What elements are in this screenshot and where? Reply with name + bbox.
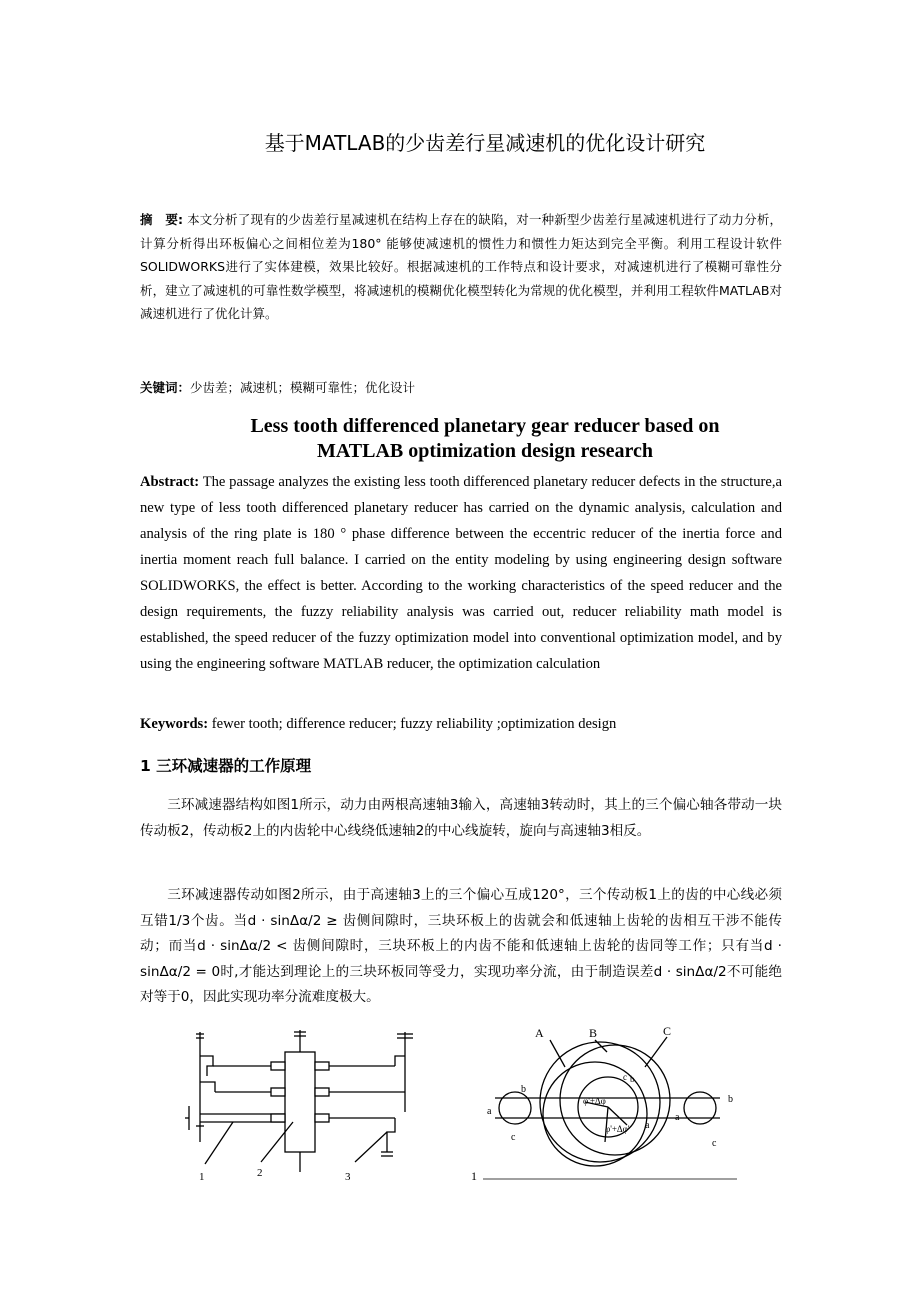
fig2-label-C: C [663,1024,672,1038]
abstract-en-text: The passage analyzes the existing less tooth differenced planetary reducer defects in the structure,a new type of less tooth differenced planetary reducer has carried on the dynamic analysis, calculation and analysis of the ring plate is 180 ° phase difference between the eccentric reducer of the inertia force and inertia moment reach full balance. I carried on the entity modeling by using engineering design software SOLIDWORKS, the effect is better. According to the working characteristics of the speed reducer and the design requirements, the fuzzy reliability analysis was carried out, reducer reliability math model is established, the speed reducer of the fuzzy optimization model into conventional optimization model, and by using the engineering software MATLAB reducer, the optimization calculation [140,474,782,672]
keywords-cn-label: 关键词： [140,380,191,395]
ring-circle-b [560,1045,670,1155]
fig2-label-c-left: c [511,1132,516,1143]
paragraph-1: 三环减速器结构如图1所示，动力由两根高速轴3输入，高速轴3转动时，其上的三个偏心轴各带动一块传动板2，传动板2上的内齿轮中心线绕低速轴2的中心线旋转，旋向与高速轴3相反。 [140,797,782,839]
fig1-label-1: 1 [199,1171,205,1183]
keywords-en-label: Keywords: [140,716,209,732]
fig2-label-c-center: c [623,1072,627,1082]
fig1-label-2: 2 [257,1167,263,1179]
keywords-en-text: fewer tooth; difference reducer; fuzzy reliability ;optimization design [211,716,617,732]
fig2-label-a-right: a [675,1112,680,1123]
fig2-label-1: 1 [471,1169,477,1183]
abstract-cn [140,208,782,326]
fig2-label-B: B [589,1026,598,1040]
fig2-label-a-center: a [645,1120,650,1131]
fig2-label-b-left: b [521,1084,526,1095]
paper-title-en-line1: Less tooth differenced planetary gear reducer based on [250,415,720,437]
paper-title-cn: 基于MATLAB的少齿差行星减速机的优化设计研究 [264,131,706,155]
transmission-diagram [471,1024,737,1183]
fig2-label-A: A [535,1026,544,1040]
paragraph-2: 三环减速器传动如图2所示，由于高速轴3上的三个偏心互成120°，三个传动板1上的齿的中心线必须互错1/3个齿。当d · sinΔα/2 ≥ 齿侧间隙时，三块环板上的齿就会和低速轴上齿轮的齿相互干涉不能传动；而当d · sinΔα/2 < 齿侧间隙时，三块环板上的内齿不能和低速轴上齿轮的齿同等工作；只有当d · sinΔα/2 = 0时,才能达到理论上的三块环板同等受力，实现功率分流，由于制造误差d · sinΔα/2不可能绝对等于0，因此实现功率分流难度极大。 [140,887,782,1005]
left-eccentric [499,1092,531,1124]
abstract-en [140,469,782,677]
figure-reducer-diagrams [175,1022,745,1187]
fig2-label-b-right: b [728,1094,733,1105]
section-1-heading: 1 三环减速器的工作原理 [140,757,312,775]
abstract-cn-label: 摘 要: [140,212,183,227]
right-eccentric [684,1092,716,1124]
paper-title-en [140,414,830,464]
fig2-label-a-left: a [487,1106,492,1117]
keywords-cn [140,378,415,396]
keywords-cn-text: 少齿差；减速机；模糊可靠性；优化设计 [190,380,416,395]
abstract-en-label: Abstract: [140,474,200,490]
abstract-cn-text: 本文分析了现有的少齿差行星减速机在结构上存在的缺陷，对一种新型少齿差行星减速机进行了动力分析，计算分析得出环板偏心之间相位差为180° 能够使减速机的惯性力和惯性力矩达到完全平衡。利用工程设计软件SOLIDWORKS进行了实体建模，效果比较好。根据减速机的工作特点和设计要求，对减速机进行了模糊可靠性分析，建立了减速机的可靠性数学模型，将减速机的模糊优化模型转化为常规的优化模型，并利用工程软件MATLAB对减速机进行了优化计算。 [140,212,782,321]
fig1-label-3: 3 [345,1171,351,1183]
fig2-label-b-center: b [630,1074,635,1084]
paper-title-en-line2: MATLAB optimization design research [316,440,654,462]
central-box [285,1052,315,1152]
fig2-phi-label-2: φ'+Δφ' [605,1124,630,1134]
fig2-label-c-right: c [712,1138,717,1149]
structure-schematic [185,1030,413,1183]
keywords-en [140,716,616,733]
fig2-phi-label-1: φ'+Δφ [583,1096,606,1106]
